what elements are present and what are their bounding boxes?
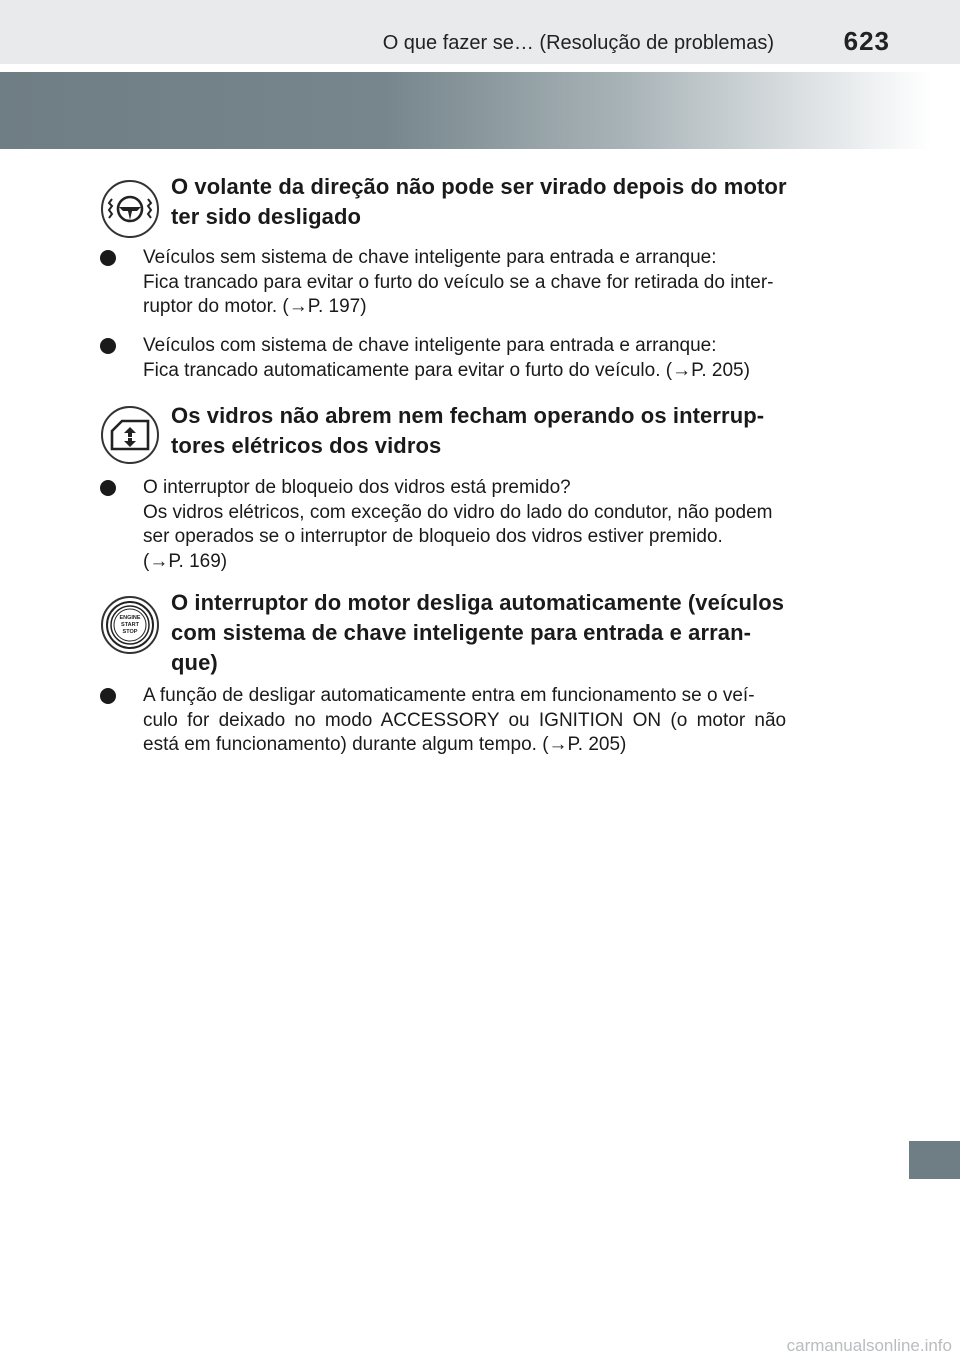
section-title-line: com sistema de chave inteligente para entrada e arran-	[171, 620, 752, 645]
chapter-side-tab	[909, 1141, 960, 1179]
bullet-line: A função de desligar automaticamente entra em funcionamento se o veí-	[143, 685, 755, 706]
bullet-line: Fica trancado automaticamente para evitar o furto do veículo. (→P. 205)	[143, 359, 750, 381]
bullet-text	[143, 334, 855, 383]
bullet-dot	[100, 480, 116, 496]
bullet-line: (→P. 169)	[143, 550, 228, 572]
section-title-line: O interruptor do motor desliga automaticamente (veículos	[171, 590, 785, 615]
bullet-line: Veículos com sistema de chave inteligente para entrada e arranque:	[143, 335, 717, 356]
bullet-line: está em funcionamento) durante algum tempo. (→P. 205)	[143, 734, 627, 755]
icon-label: STOP	[122, 629, 138, 635]
bullet-dot	[100, 338, 116, 354]
page-number: 623	[843, 26, 890, 56]
bullet-line: Veículos sem sistema de chave inteligente para entrada e arranque:	[143, 247, 717, 268]
section-title-line: ter sido desligado	[171, 204, 362, 229]
chapter-gradient-band	[0, 72, 960, 149]
icon-label: ENGINE	[119, 615, 141, 621]
bullet-line: Fica trancado para evitar o furto do veículo se a chave for retirada do inter-	[143, 271, 774, 293]
section-title-line: que)	[171, 650, 218, 675]
icon-label: START	[121, 622, 139, 628]
section-title-engine-switch	[171, 588, 841, 678]
watermark: carmanualsonline.info	[786, 1336, 952, 1355]
bullet-text	[143, 476, 855, 574]
bullet-dot	[100, 688, 116, 704]
bullet-line: ruptor do motor. (→P. 197)	[143, 296, 367, 317]
section-title-steering	[171, 172, 841, 232]
steering-lock-icon	[101, 180, 159, 238]
engine-start-stop-icon	[101, 596, 159, 654]
section-title-windows	[171, 401, 841, 461]
bullet-text	[143, 684, 855, 758]
header-title: O que fazer se… (Resolução de problemas)	[382, 32, 774, 54]
power-window-icon	[101, 406, 159, 464]
bullet-line: O interruptor de bloqueio dos vidros está premido?	[143, 477, 571, 498]
section-title-line: Os vidros não abrem nem fecham operando os interrup-	[171, 403, 765, 428]
bullet-line: Os vidros elétricos, com exceção do vidro do lado do condutor, não podem	[143, 501, 773, 523]
bullet-line: ser operados se o interruptor de bloqueio dos vidros estiver premido.	[143, 526, 723, 547]
bullet-line: culo for deixado no modo ACCESSORY ou IGNITION ON (o motor não	[143, 709, 787, 731]
section-title-line: O volante da direção não pode ser virado depois do motor	[171, 174, 787, 199]
bullet-text	[143, 246, 855, 320]
bullet-dot	[100, 250, 116, 266]
section-title-line: tores elétricos dos vidros	[171, 433, 442, 458]
